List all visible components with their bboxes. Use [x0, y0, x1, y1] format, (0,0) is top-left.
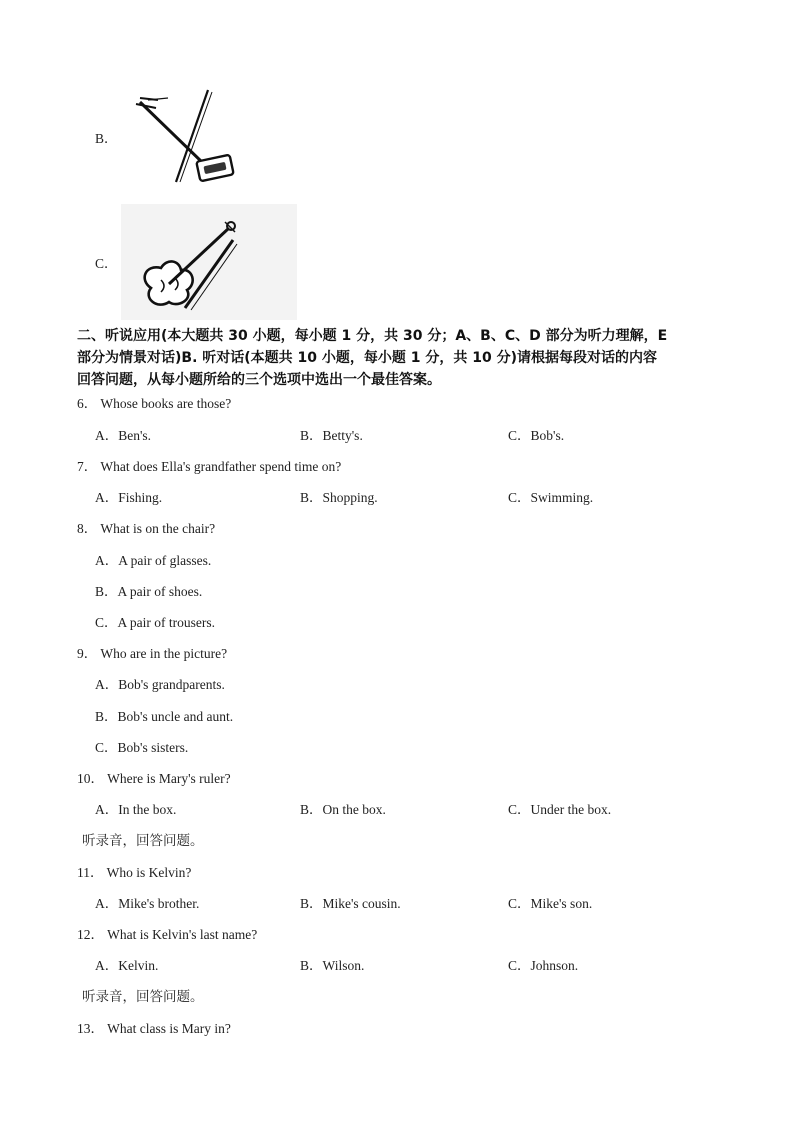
option-c-label: C．: [95, 256, 118, 271]
question-8: [77, 521, 215, 537]
question-12: [77, 927, 257, 943]
question-number: 6．: [77, 396, 98, 411]
question-text: Where is Mary's ruler?: [107, 771, 231, 786]
question-number: 7．: [77, 459, 98, 474]
q8-option-b[interactable]: B．A pair of shoes.: [95, 584, 203, 599]
question-10: [77, 771, 231, 787]
q12-option-c[interactable]: C．Johnson.: [508, 958, 579, 973]
question-number: 11．: [77, 865, 104, 880]
question-text: Who are in the picture?: [100, 646, 228, 661]
q11-option-a[interactable]: A．Mike's brother.: [95, 896, 200, 911]
question-number: 13．: [77, 1021, 104, 1036]
violin-icon: [121, 204, 297, 320]
question-7: [77, 459, 341, 475]
q12-option-a[interactable]: A．Kelvin.: [95, 958, 159, 973]
question-number: 12．: [77, 927, 104, 942]
q10-option-c[interactable]: C．Under the box.: [508, 802, 612, 817]
q7-option-c[interactable]: C．Swimming.: [508, 490, 594, 505]
q10-option-a[interactable]: A．In the box.: [95, 802, 177, 817]
q6-option-a[interactable]: A．Ben's.: [95, 428, 152, 443]
section-title-line2: 部分为情景对话)B. 听对话(本题共 10 小题，每小题 1 分，共 10 分)请根据每段对话的内容: [77, 350, 658, 366]
q8-option-c[interactable]: C．A pair of trousers.: [95, 615, 215, 630]
question-number: 10．: [77, 771, 104, 786]
q7-option-b[interactable]: B．Shopping.: [300, 490, 378, 505]
q9-option-b[interactable]: B．Bob's uncle and aunt.: [95, 709, 234, 724]
question-text: Who is Kelvin?: [106, 865, 192, 880]
q12-option-b[interactable]: B．Wilson.: [300, 958, 365, 973]
question-text: What class is Mary in?: [107, 1021, 231, 1036]
q11-option-b[interactable]: B．Mike's cousin.: [300, 896, 401, 911]
question-9: [77, 646, 227, 662]
option-b-label: B．: [95, 131, 118, 146]
section-title: [77, 325, 727, 391]
listen-note: 听录音，回答问题。: [82, 989, 204, 1005]
question-number: 9．: [77, 646, 98, 661]
section-title-line1: 二、听说应用(本大题共 30 小题，每小题 1 分，共 30 分；A、B、C、D 部分为听力理解，E: [77, 328, 668, 344]
q6-option-b[interactable]: B．Betty's.: [300, 428, 363, 443]
q9-option-a[interactable]: A．Bob's grandparents.: [95, 677, 225, 692]
question-text: What does Ella's grandfather spend time on?: [100, 459, 342, 474]
question-6: [77, 396, 231, 412]
q6-option-c[interactable]: C．Bob's.: [508, 428, 565, 443]
question-number: 8．: [77, 521, 98, 536]
q10-option-b[interactable]: B．On the box.: [300, 802, 386, 817]
q7-option-a[interactable]: A．Fishing.: [95, 490, 163, 505]
q11-option-c[interactable]: C．Mike's son.: [508, 896, 593, 911]
section-title-line3: 回答问题，从每小题所给的三个选项中选出一个最佳答案。: [77, 372, 441, 388]
listen-note: 听录音，回答问题。: [82, 833, 204, 849]
question-text: Whose books are those?: [100, 396, 232, 411]
question-text: What is Kelvin's last name?: [107, 927, 258, 942]
question-text: What is on the chair?: [100, 521, 216, 536]
question-11: [77, 865, 191, 881]
q8-option-a[interactable]: A．A pair of glasses.: [95, 553, 212, 568]
question-13: [77, 1021, 231, 1037]
erhu-icon: [128, 88, 238, 184]
q9-option-c[interactable]: C．Bob's sisters.: [95, 740, 189, 755]
